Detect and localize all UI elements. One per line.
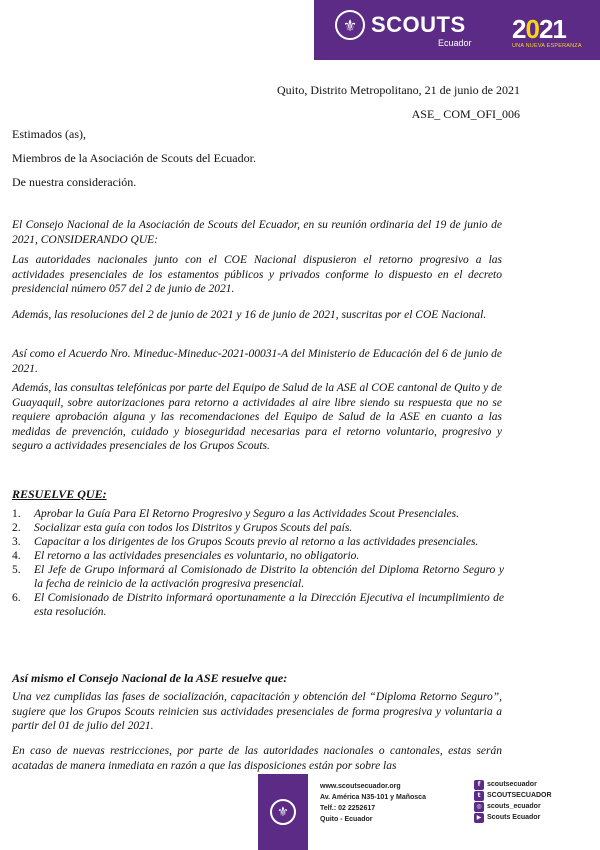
facebook-icon: f bbox=[474, 780, 484, 790]
social-handle: SCOUTSECUADOR bbox=[487, 792, 552, 799]
social-facebook[interactable] bbox=[474, 779, 552, 790]
instagram-icon: ◎ bbox=[474, 802, 484, 812]
list-item bbox=[12, 549, 504, 563]
item-number: 1. bbox=[12, 508, 21, 520]
item-text: Socializar esta guía con todos los Distritos y Grupos Scouts del país. bbox=[34, 522, 353, 534]
recipients: Miembros de la Asociación de Scouts del Ecuador. bbox=[12, 151, 256, 165]
item-text: El Jefe de Grupo informará al Comisionado de Distrito la obtención del Diploma Retorno Seguro y la fecha de reinicio de la activación progresiva presencial. bbox=[34, 564, 504, 590]
anniversary-logo bbox=[512, 16, 598, 52]
item-number: 4. bbox=[12, 550, 21, 562]
social-instagram[interactable] bbox=[474, 801, 552, 812]
item-number: 2. bbox=[12, 522, 21, 534]
intro-paragraph: El Consejo Nacional de la Asociación de Scouts del Ecuador, en su reunión ordinaria del 19 de junio de 2021, CONSIDERANDO QUE: bbox=[12, 219, 502, 246]
consideration-paragraph: Las autoridades nacionales junto con el COE Nacional dispusieron el retorno progresivo a las actividades presenciales de los estamentos públicos y privados conforme lo dispuesto en el decreto presidencial número 057 del 2 de junio de 2021. bbox=[12, 254, 502, 295]
fleur-de-lis-icon: ⚜ bbox=[335, 10, 365, 40]
list-item bbox=[12, 563, 504, 591]
place-date: Quito, Distrito Metropolitano, 21 de junio de 2021 bbox=[277, 83, 520, 97]
social-youtube[interactable] bbox=[474, 812, 552, 823]
item-number: 6. bbox=[12, 592, 21, 604]
scouts-logo bbox=[335, 10, 466, 40]
item-text: El Comisionado de Distrito informará oportunamente a la Dirección Ejecutiva el incumplimiento de esta resolución. bbox=[34, 592, 504, 618]
social-handle: scoutsecuador bbox=[487, 781, 537, 788]
city: Quito - Ecuador bbox=[320, 816, 373, 823]
consideration-paragraph: Así como el Acuerdo Nro. Mineduc-Mineduc-2021-00031-A del Ministerio de Educación del 6 de junio de 2021. bbox=[12, 348, 502, 375]
item-text: Aprobar la Guía Para El Retorno Progresivo y Seguro a las Actividades Scout Presenciales. bbox=[34, 508, 460, 520]
consideration-paragraph: Además, las consultas telefónicas por parte del Equipo de Salud de la ASE al COE cantonal de Quito y de Guayaquil, sobre autorizaciones para retorno a actividades al aire libre siendo su respuesta que no se requiere aprobación alguna y las recomendaciones del Equipo de Salud de la ASE en cuanto a las medidas de prevención, cuidado y bioseguridad necesarias para el retorno voluntario, progresivo y seguro a actividades presenciales de los Grupos Scouts. bbox=[12, 382, 502, 452]
item-text: Capacitar a los dirigentes de los Grupos Scouts previo al retorno a las actividades presenciales. bbox=[34, 536, 479, 548]
social-twitter[interactable] bbox=[474, 790, 552, 801]
closing-paragraph: Una vez cumplidas las fases de socialización, capacitación y obtención del “Diploma Retorno Seguro”, sugiere que los Grupos Scouts reinicien sus actividades presenciales de forma progresiva y voluntaria a partir del 01 de julio del 2021. bbox=[12, 691, 502, 732]
salutation: Estimados (as), bbox=[12, 127, 86, 141]
year-slogan: UNA NUEVA ESPERANZA bbox=[512, 43, 582, 49]
resolutions-list bbox=[12, 507, 504, 619]
consideration: De nuestra consideración. bbox=[12, 175, 137, 189]
footer-social bbox=[474, 779, 552, 823]
resolves-heading: RESUELVE QUE: bbox=[12, 487, 107, 501]
list-item bbox=[12, 507, 504, 521]
list-item bbox=[12, 591, 504, 619]
item-number: 3. bbox=[12, 536, 21, 548]
list-item bbox=[12, 521, 504, 535]
fleur-de-lis-icon: ⚜ bbox=[270, 799, 296, 825]
also-heading: Así mismo el Consejo Nacional de la ASE resuelve que: bbox=[12, 671, 288, 685]
year-label: 2021 bbox=[512, 14, 566, 44]
social-handle: Scouts Ecuador bbox=[487, 814, 541, 821]
item-number: 5. bbox=[12, 564, 21, 576]
consideration-paragraph: Además, las resoluciones del 2 de junio de 2021 y 16 de junio de 2021, suscritas por el COE Nacional. bbox=[12, 309, 487, 321]
phone: Telf.: 02 2252617 bbox=[320, 805, 376, 812]
brand-name: SCOUTS bbox=[371, 12, 466, 37]
closing-paragraph: En caso de nuevas restricciones, por parte de las autoridades nacionales o cantonales, estas serán acatadas de manera inmediata en razón a que las disposiciones están por sobre las bbox=[12, 745, 502, 772]
youtube-icon: ▶ bbox=[474, 813, 484, 823]
footer-band bbox=[258, 774, 308, 850]
reference-code: ASE_ COM_OFI_006 bbox=[411, 107, 520, 121]
item-text: El retorno a las actividades presenciales es voluntario, no obligatorio. bbox=[34, 550, 360, 562]
brand-subtitle: Ecuador bbox=[438, 38, 472, 48]
address: Av. América N35-101 y Mañosca bbox=[320, 794, 426, 801]
website-link[interactable]: www.scoutsecuador.org bbox=[320, 783, 401, 790]
list-item bbox=[12, 535, 504, 549]
footer-contact bbox=[320, 781, 426, 825]
social-handle: scouts_ecuador bbox=[487, 803, 541, 810]
twitter-icon: t bbox=[474, 791, 484, 801]
